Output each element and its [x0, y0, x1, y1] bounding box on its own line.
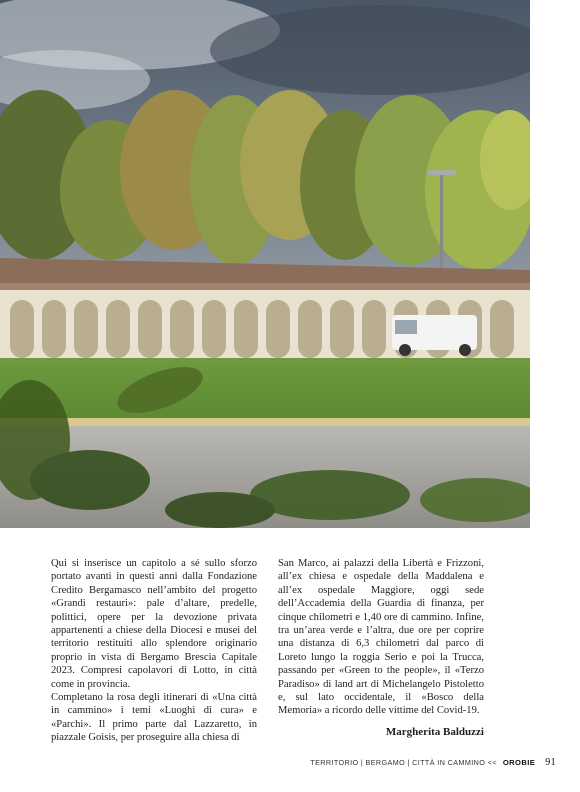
page-footer — [310, 757, 556, 768]
author-signature: Margherita Balduzzi — [385, 725, 484, 738]
paragraph: Completano la rosa degli itinerari di «Una città in cammino» i temi «Luoghi di cura» e «Parchi». Il primo parte dal Lazzaretto, in piazzale Goisis, per proseguire alla chiesa di — [51, 692, 257, 744]
magazine-brand: OROBIE — [502, 758, 536, 767]
article-column-left — [51, 557, 257, 745]
paragraph: Qui si inserisce un capitolo a sé sullo sforzo portato avanti in questi anni dalla Fondazione Credito Bergamasco nell’ambito del progetto «Grandi restauri»: pale d’altare, predelle, polittici, opere per la devozione privata appartenenti a chiese della Diocesi e musei del territorio restituiti allo splendore originario proprio in vista di Bergamo Brescia Capitale 2023. Compresi capolavori di Lotto, in città come in provincia. — [51, 558, 257, 690]
page-number: 91 — [545, 757, 556, 768]
white-van — [392, 315, 477, 356]
paragraph: San Marco, ai palazzi della Libertà e Frizzoni, all’ex chiesa e ospedale della Maddalena e all’ex ospedale Maggiore, oggi sede dell’Accademia della Guardia di finanza, per cinque chilometri e 1,40 ore di cammino. Infine, tra un’area verde e l’altra, due ore per coprire una distanza di 6,3 chilometri dal parco di Loreto lungo la roggia Serio e poi la Trucca, passando per «Green to the people», il «Terzo Paradiso» di land art di Michelangelo Pistoletto e, sul lato occidentale, il «Bosco della Memoria» a ricordo delle vittime del Covid-19. — [278, 558, 484, 717]
article-column-right — [278, 557, 484, 739]
section-breadcrumb: TERRITORIO | BERGAMO | CITTÀ IN CAMMINO << — [310, 758, 497, 767]
